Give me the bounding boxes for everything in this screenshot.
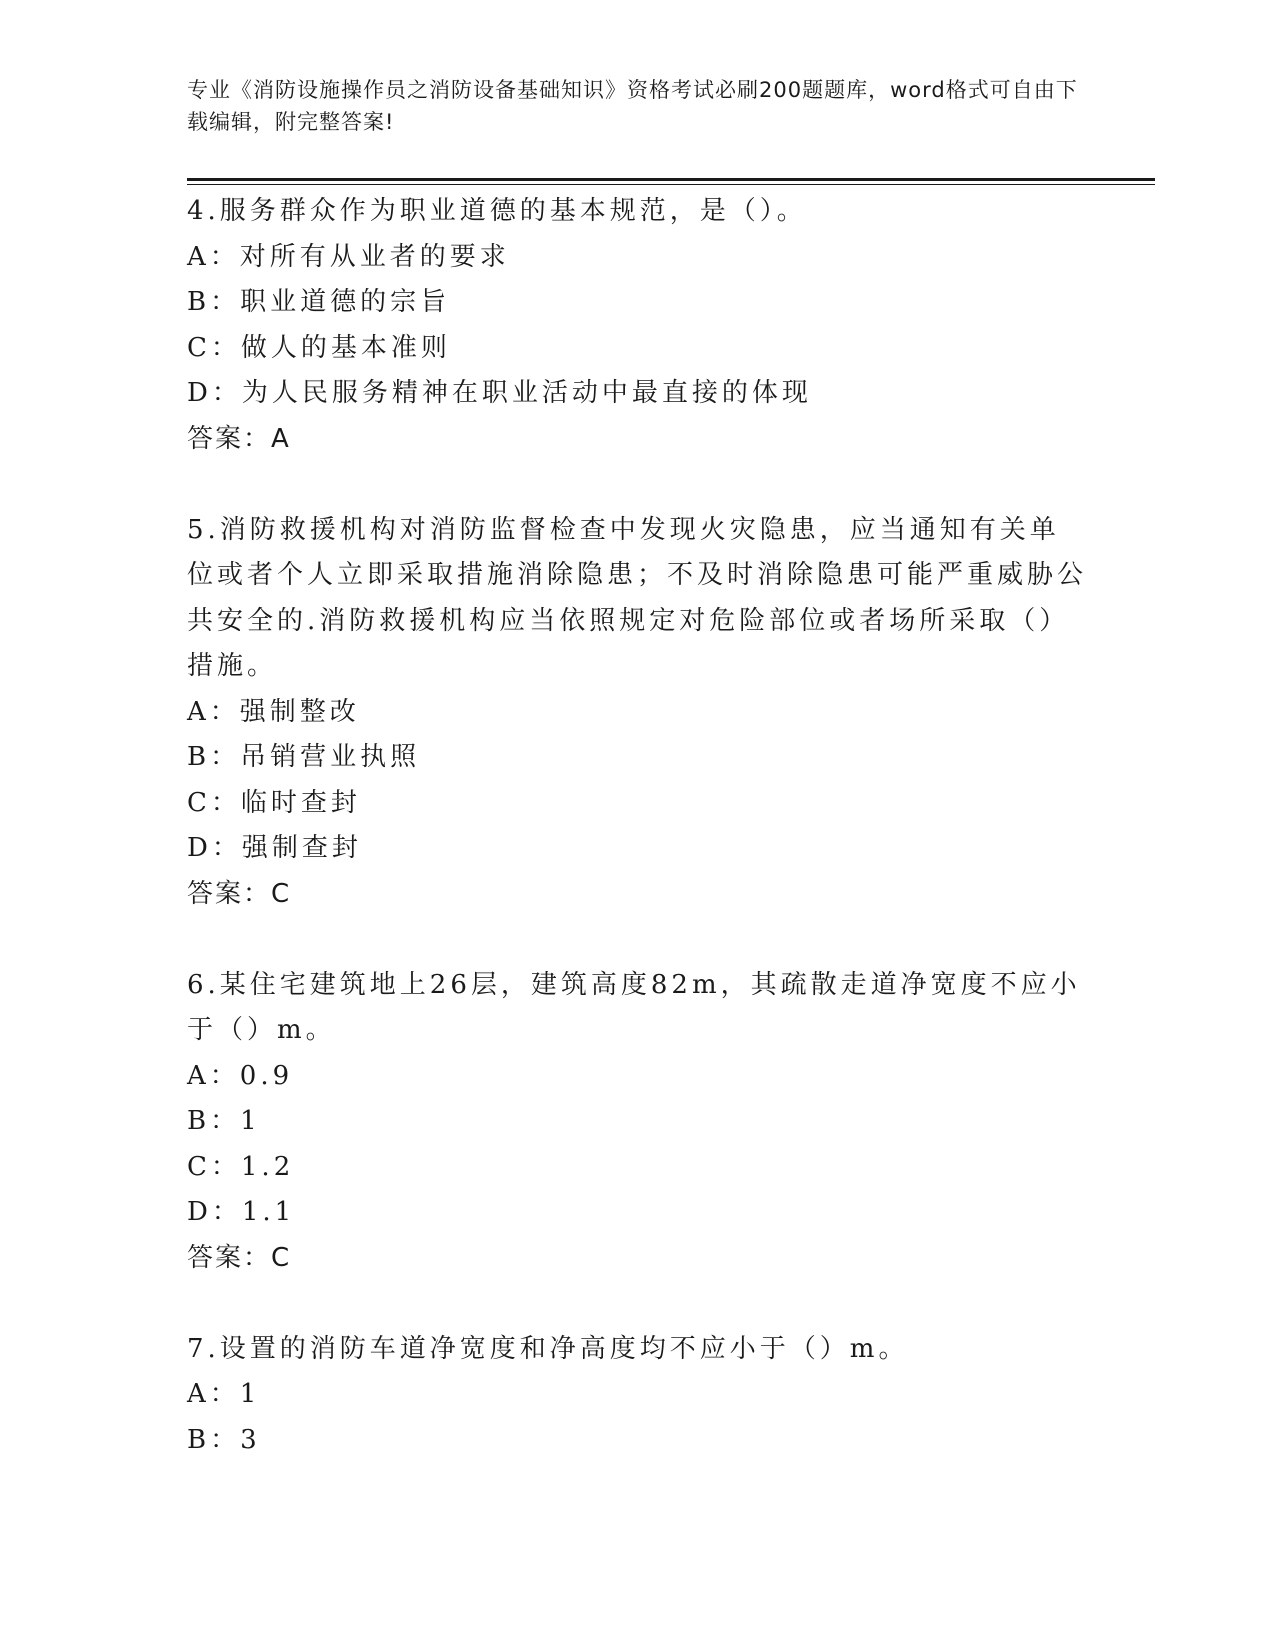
option-c: C：1.2: [187, 1151, 295, 1182]
answer: 答案：C: [187, 878, 292, 909]
question-list: [187, 189, 1087, 1463]
option-d: D：1.1: [187, 1197, 296, 1227]
question-6: [187, 963, 1087, 1282]
answer: 答案：C: [187, 1242, 292, 1273]
option-a: A：1: [187, 1379, 261, 1409]
question-stem: 7.设置的消防车道净宽度和净高度均不应小于（）m。: [187, 1333, 909, 1364]
question-stem: 6.某住宅建筑地上26层，建筑高度82m，其疏散走道净宽度不应小于（）m。: [187, 969, 1081, 1045]
question-4: [187, 189, 1087, 462]
option-b: B：1: [187, 1106, 261, 1136]
option-d: D：为人民服务精神在职业活动中最直接的体现: [187, 378, 812, 408]
document-header: 专业《消防设施操作员之消防设备基础知识》资格考试必刷200题题库，word格式可自由下载编辑，附完整答案!: [187, 78, 1078, 134]
question-7: [187, 1327, 1087, 1464]
header-rule-thick: [187, 178, 1155, 181]
option-a: A：0.9: [187, 1060, 294, 1091]
answer: 答案：A: [187, 423, 291, 454]
header-rule-thin: [187, 184, 1155, 185]
question-stem: 4.服务群众作为职业道德的基本规范，是（）。: [187, 196, 807, 226]
option-d: D：强制查封: [187, 833, 362, 863]
option-a: A：强制整改: [187, 696, 360, 727]
option-c: C：做人的基本准则: [187, 332, 451, 363]
option-a: A：对所有从业者的要求: [187, 241, 510, 272]
option-b: B：3: [187, 1424, 261, 1455]
option-b: B：吊销营业执照: [187, 742, 421, 772]
option-b: B：职业道德的宗旨: [187, 287, 451, 317]
option-c: C：临时查封: [187, 787, 361, 818]
question-stem: 5.消防救援机构对消防监督检查中发现火灾隐患，应当通知有关单位或者个人立即采取措施消除隐患；不及时消除隐患可能严重威胁公共安全的.消防救援机构应当依照规定对危险部位或者场所采取（）措施。: [187, 514, 1088, 681]
question-5: [187, 508, 1087, 918]
